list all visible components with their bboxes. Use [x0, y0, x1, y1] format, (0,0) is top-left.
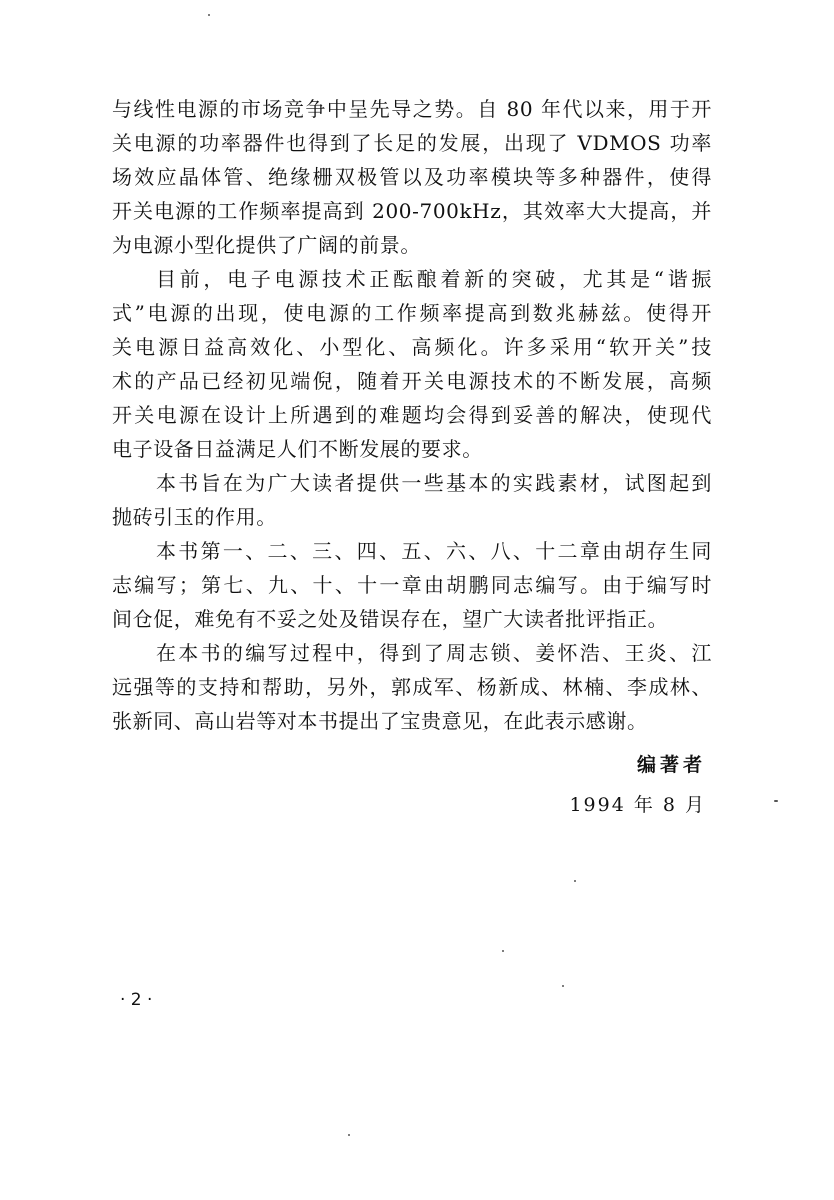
text-line: 抛砖引玉的作用。	[112, 505, 277, 529]
scan-speck	[502, 950, 504, 952]
text-line: 场效应晶体管、绝缘栅双极管以及功率模块等多种器件，使得	[112, 165, 712, 189]
text-line: 式”电源的出现，使电源的工作频率提高到数兆赫兹。使得开	[112, 301, 712, 325]
signature-date: 1994 年 8 月	[569, 794, 706, 816]
text-line: 电子设备日益满足人们不断发展的要求。	[112, 437, 483, 461]
preface-body	[112, 92, 712, 738]
paragraph-2	[112, 262, 712, 466]
text-line: 间仓促，难免有不妥之处及错误存在，望广大读者批评指正。	[112, 607, 669, 631]
text-line: 开关电源的工作频率提高到 200-700kHz，其效率大大提高，并	[112, 199, 712, 223]
text-line: 本书第一、二、三、四、五、六、八、十二章由胡存生同	[156, 539, 712, 563]
text-line: 目前，电子电源技术正酝酿着新的突破，尤其是“谐振	[156, 267, 712, 291]
text-line: 本书旨在为广大读者提供一些基本的实践素材，试图起到	[156, 471, 712, 495]
text-line: 关电源的功率器件也得到了长足的发展，出现了 VDMOS 功率	[112, 131, 712, 155]
paragraph-4	[112, 534, 712, 636]
scan-speck	[208, 14, 210, 16]
text-line: 术的产品已经初见端倪，随着开关电源技术的不断发展，高频	[112, 369, 712, 393]
paragraph-3	[112, 466, 712, 534]
scan-speck	[562, 985, 564, 987]
paragraph-5	[112, 636, 712, 738]
text-line: 远强等的支持和帮助，另外，郭成军、杨新成、林楠、李成林、	[112, 675, 712, 699]
scan-speck	[774, 800, 778, 802]
signature-author: 编著者	[636, 754, 706, 776]
text-line: 在本书的编写过程中，得到了周志锁、姜怀浩、王炎、江	[156, 641, 712, 665]
paragraph-1	[112, 92, 712, 262]
text-line: 开关电源在设计上所遇到的难题均会得到妥善的解决，使现代	[112, 403, 712, 427]
text-line: 为电源小型化提供了广阔的前景。	[112, 233, 421, 257]
text-line: 张新同、高山岩等对本书提出了宝贵意见，在此表示感谢。	[112, 709, 648, 733]
scan-speck	[348, 1134, 350, 1136]
scan-speck	[574, 880, 576, 882]
page-number: · 2 ·	[120, 990, 153, 1010]
text-line: 与线性电源的市场竞争中呈先导之势。自 80 年代以来，用于开	[112, 97, 712, 121]
text-line: 志编写；第七、九、十、十一章由胡鹏同志编写。由于编写时	[112, 573, 712, 597]
text-line: 关电源日益高效化、小型化、高频化。许多采用“软开关”技	[112, 335, 712, 359]
